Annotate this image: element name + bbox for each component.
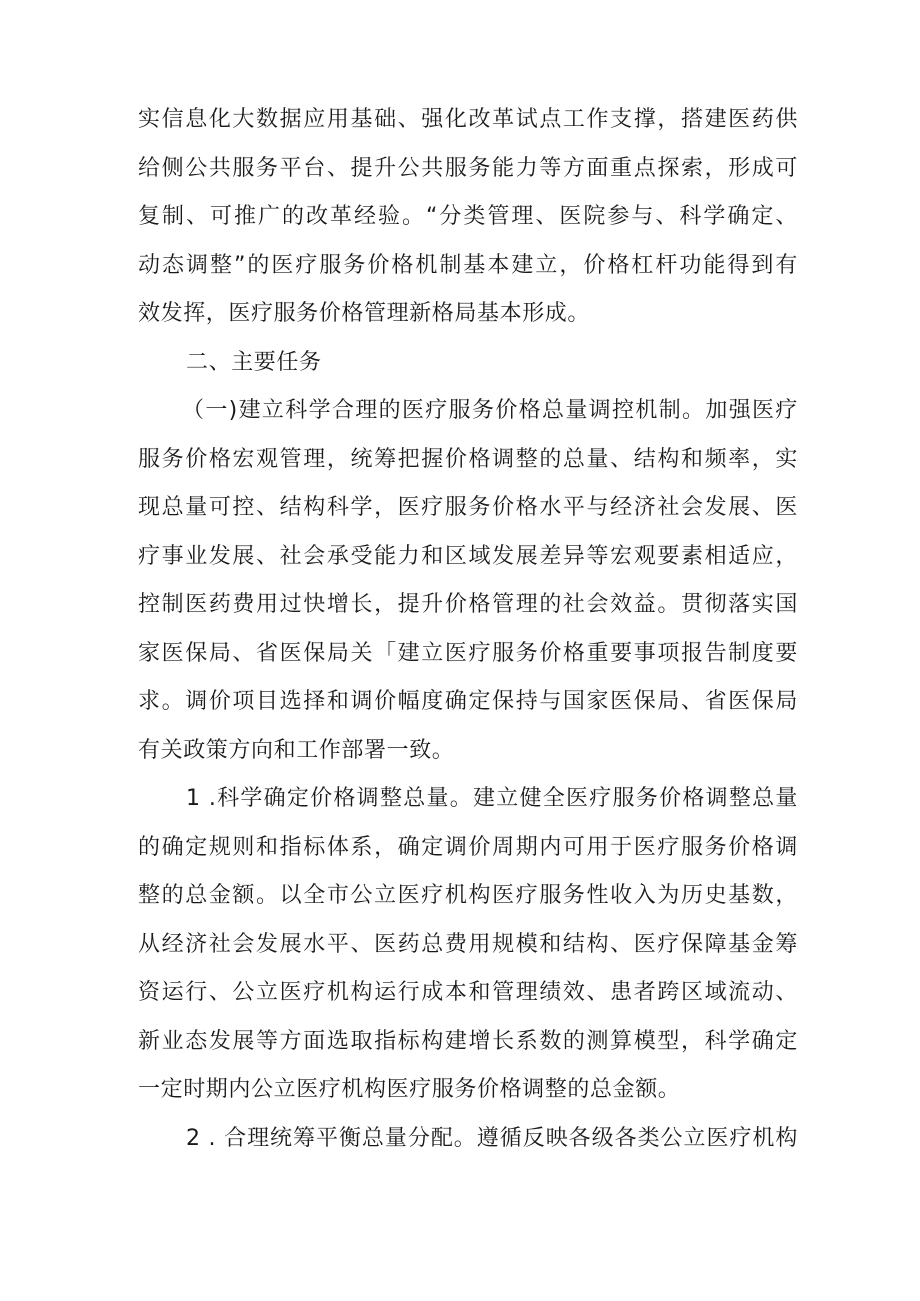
text-line: 给侧公共服务平台、提升公共服务能力等方面重点探索，形成可 bbox=[138, 155, 798, 181]
paragraph-total-control-mechanism bbox=[138, 387, 798, 775]
text-line: 2 . 合理统筹平衡总量分配。遵循反映各级各类公立医疗机构 bbox=[186, 1125, 798, 1151]
text-line: 控制医药费用过快增长，提升价格管理的社会效益。贯彻落实国 bbox=[138, 592, 798, 617]
paragraph-goals-continued bbox=[138, 96, 798, 339]
text-line: （一)建立科学合理的医疗服务价格总量调控机制。加强医疗 bbox=[182, 398, 798, 423]
text-line: 服务价格宏观管理，统筹把握价格调整的总量、结构和频率，实 bbox=[138, 446, 798, 472]
paragraph-item-2 bbox=[138, 1115, 798, 1164]
text-line: 整的总金额。以全市公立医疗机构医疗服务性收入为历史基数， bbox=[138, 883, 798, 908]
text-line: 一定时期内公立医疗机构医疗服务价格调整的总金额。 bbox=[138, 1077, 681, 1102]
text-line: 从经济社会发展水平、医药总费用规模和结构、医疗保障基金筹 bbox=[138, 931, 798, 957]
text-line: 复制、可推广的改革经验。“分类管理、医院参与、科学确定、 bbox=[138, 204, 798, 229]
text-line: 动态调整”的医疗服务价格机制基本建立，价格杠杆功能得到有 bbox=[138, 252, 798, 278]
text-line: 的确定规则和指标体系，确定调价周期内可用于医疗服务价格调 bbox=[138, 834, 798, 860]
text-line: 家医保局、省医保局关「建立医疗服务价格重要事项报告制度要 bbox=[138, 640, 798, 666]
document-body bbox=[138, 96, 798, 1163]
paragraph-item-1 bbox=[138, 775, 798, 1115]
text-line: 新业态发展等方面选取指标构建增长系数的测算模型，科学确定 bbox=[138, 1028, 798, 1054]
text-line: 现总量可控、结构科学，医疗服务价格水平与经济社会发展、医 bbox=[138, 495, 798, 520]
text-line: 资运行、公立医疗机构运行成本和管理绩效、患者跨区域流动、 bbox=[138, 980, 798, 1005]
text-line: 实信息化大数据应用基础、强化改革试点工作支撑，搭建医药供 bbox=[138, 107, 798, 132]
text-line: 效发挥，医疗服务价格管理新格局基本形成。 bbox=[138, 301, 591, 326]
text-line: 疗事业发展、社会承受能力和区域发展差异等宏观要素相适应， bbox=[138, 543, 798, 569]
text-line: 1 .科学确定价格调整总量。建立健全医疗服务价格调整总量 bbox=[186, 786, 798, 811]
text-line: 求。调价项目选择和调价幅度确定保持与国家医保局、省医保局 bbox=[138, 689, 798, 714]
text-line: 有关政策方向和工作部署一致。 bbox=[138, 737, 455, 763]
section-heading-main-tasks: 二、主要任务 bbox=[186, 349, 322, 375]
